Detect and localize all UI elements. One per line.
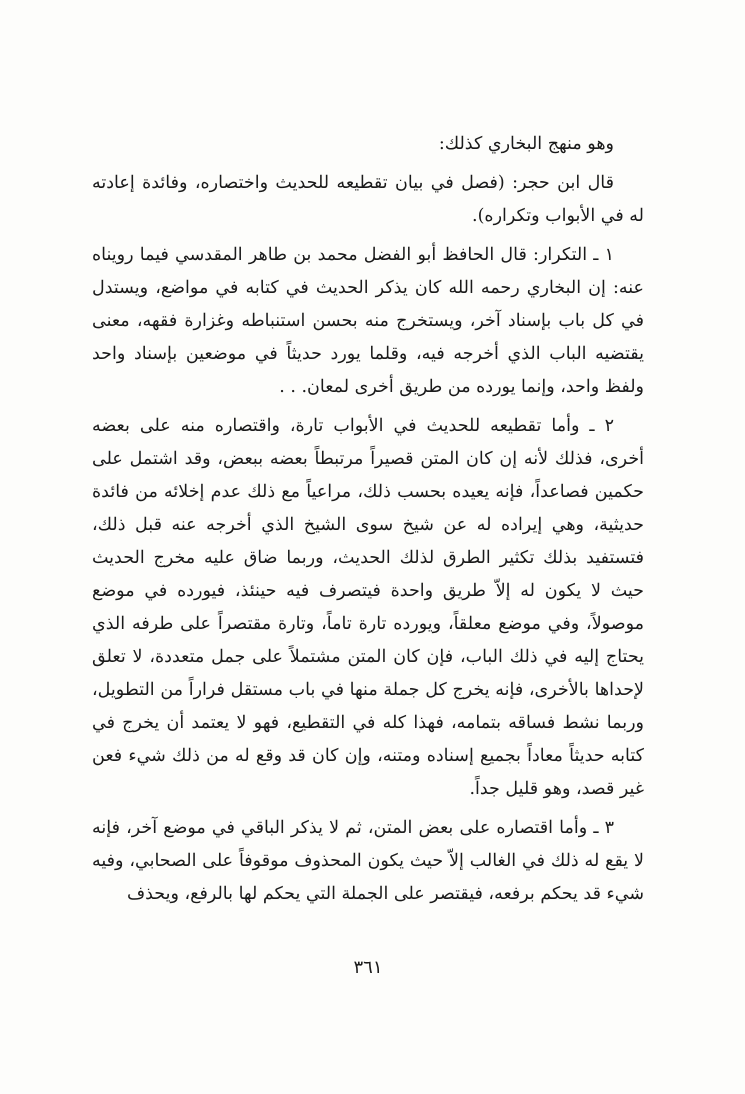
book-page <box>92 128 644 998</box>
page-number: ٣٦١ <box>353 957 383 978</box>
paragraph-abridgement: ٣ ـ وأما اقتصاره على بعض المتن، ثم لا يذكر الباقي في موضع آخر، فإنه لا يقع له ذلك في الغالب إلاّ حيث يكون المحذوف موقوفاً على الصحابي، وفيه شيء قد يحكم برفعه، فيقتصر على الجملة التي يحكم لها بالرفع، ويحذف <box>92 818 644 904</box>
paragraph-intro: وهو منهج البخاري كذلك: <box>438 134 614 154</box>
paragraph-fragmentation: ٢ ـ وأما تقطيعه للحديث في الأبواب تارة، واقتصاره منه على بعضه أخرى، فذلك لأنه إن كان المتن قصيراً مرتبطاً بعضه ببعض، وقد اشتمل على حكمين فصاعداً، فإنه يعيده بحسب ذلك، مراعياً مع ذلك عدم إخلائه من فائدة حديثية، وهي إيراده له عن شيخ سوى الشيخ الذي أخرجه عنه قبل ذلك، فتستفيد بذلك تكثير الطرق لذلك الحديث، وربما ضاق عليه مخرج الحديث حيث لا يكون له إلاّ طريق واحدة فيتصرف فيه حينئذ، فيورده في موضع موصولاً، وفي موضع معلقاً، ويورده تارة تاماً، وتارة مقتصراً على طرفه الذي يحتاج إليه في ذلك الباب، فإن كان المتن مشتملاً على جمل متعددة، لا تعلق لإحداها بالأخرى، فإنه يخرج كل جملة منها في باب مستقل فراراً من التطويل، وربما نشط فساقه بتمامه، فهذا كله في التقطيع، فهو لا يعتمد أن يخرج في كتابه حديثاً معاداً بجميع إسناده ومتنه، وإن كان قد وقع له من ذلك شيء فعن غير قصد، وهو قليل جداً. <box>92 416 645 799</box>
body-text <box>92 128 644 911</box>
paragraph-ibn-hajar-quote: قال ابن حجر: (فصل في بيان تقطيعه للحديث واختصاره، وفائدة إعادته له في الأبواب وتكراره). <box>92 173 644 226</box>
paragraph-repetition: ١ ـ التكرار: قال الحافظ أبو الفضل محمد بن طاهر المقدسي فيما رويناه عنه: إن البخاري رحمه الله كان يذكر الحديث في كتابه في مواضع، ويستدل في كل باب بإسناد آخر، ويستخرج منه بحسن استنباطه وغزارة فقهه، معنى يقتضيه الباب الذي أخرجه فيه، وقلما يورد حديثاً في موضعين بإسناد واحد ولفظ واحد، وإنما يورده من طريق أخرى لمعان. . . <box>92 245 644 397</box>
